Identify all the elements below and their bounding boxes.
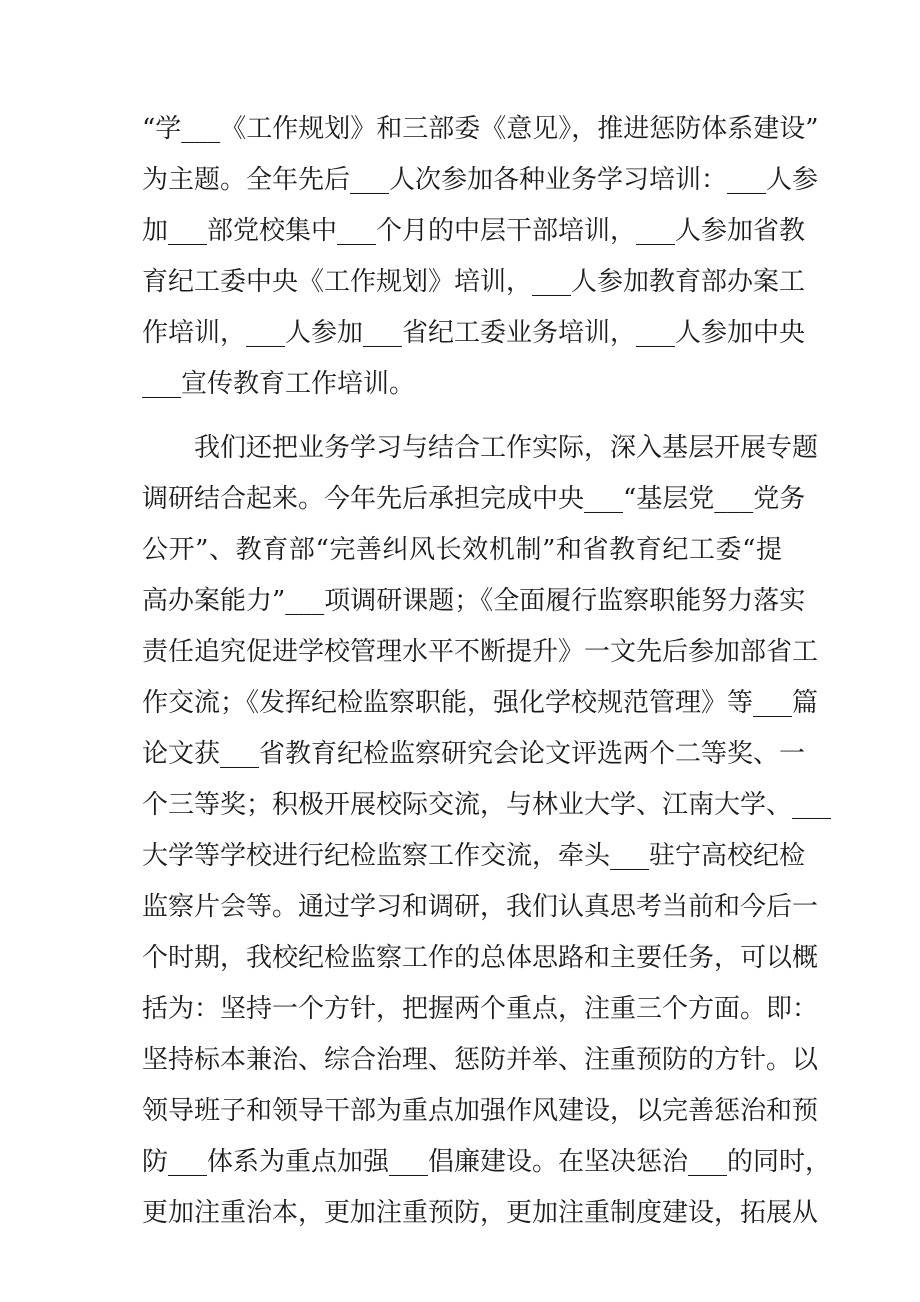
paragraph-1 [142, 104, 819, 410]
text-line: 作培训，___人参加___省纪工委业务培训，___人参加中央 [142, 318, 806, 348]
paragraph-2 [142, 423, 832, 1239]
text-line: 高办案能力”___项调研课题；《全面履行监察职能努力落实 [142, 586, 806, 616]
text-line: 大学等学校进行纪检监察工作交流，牵头___驻宁高校纪检 [142, 841, 806, 871]
text-line: 领导班子和领导干部为重点加强作风建设，以完善惩治和预 [142, 1096, 819, 1126]
text-line: 我们还把业务学习与结合工作实际，深入基层开展专题 [142, 433, 819, 463]
text-line: 加___部党校集中___个月的中层干部培训，___人参加省教 [142, 216, 806, 246]
text-line: 个三等奖；积极开展校际交流，与林业大学、江南大学、___ [142, 790, 832, 820]
text-line: 括为：坚持一个方针，把握两个重点，注重三个方面。即： [142, 994, 819, 1024]
text-line: 更加注重治本，更加注重预防，更加注重制度建设，拓展从 [142, 1198, 819, 1228]
text-line: 防___体系为重点加强___倡廉建设。在坚决惩治___的同时， [142, 1147, 832, 1177]
text-line: “学___《工作规划》和三部委《意见》，推进惩防体系建设” [142, 114, 819, 144]
text-line: 论文获___省教育纪检监察研究会论文评选两个二等奖、一 [142, 739, 806, 769]
text-line: 公开”、教育部“完善纠风长效机制”和省教育纪工委“提 [142, 535, 782, 565]
text-line: 责任追究促进学校管理水平不断提升》一文先后参加部省工 [142, 637, 819, 667]
text-line: 为主题。全年先后___人次参加各种业务学习培训：___人参 [142, 165, 819, 195]
text-line: ___宣传教育工作培训。 [142, 369, 416, 399]
document-body [142, 104, 832, 1239]
text-line: 个时期，我校纪检监察工作的总体思路和主要任务，可以概 [142, 943, 819, 973]
text-line: 监察片会等。通过学习和调研，我们认真思考当前和今后一 [142, 892, 819, 922]
paragraph-gap [142, 410, 782, 423]
text-line: 育纪工委中央《工作规划》培训，___人参加教育部办案工 [142, 267, 806, 297]
text-line: 调研结合起来。今年先后承担完成中央___“基层党___党务 [142, 484, 806, 514]
text-line: 作交流；《发挥纪检监察职能，强化学校规范管理》等___篇 [142, 688, 819, 718]
text-line: 坚持标本兼治、综合治理、惩防并举、注重预防的方针。以 [142, 1045, 819, 1075]
